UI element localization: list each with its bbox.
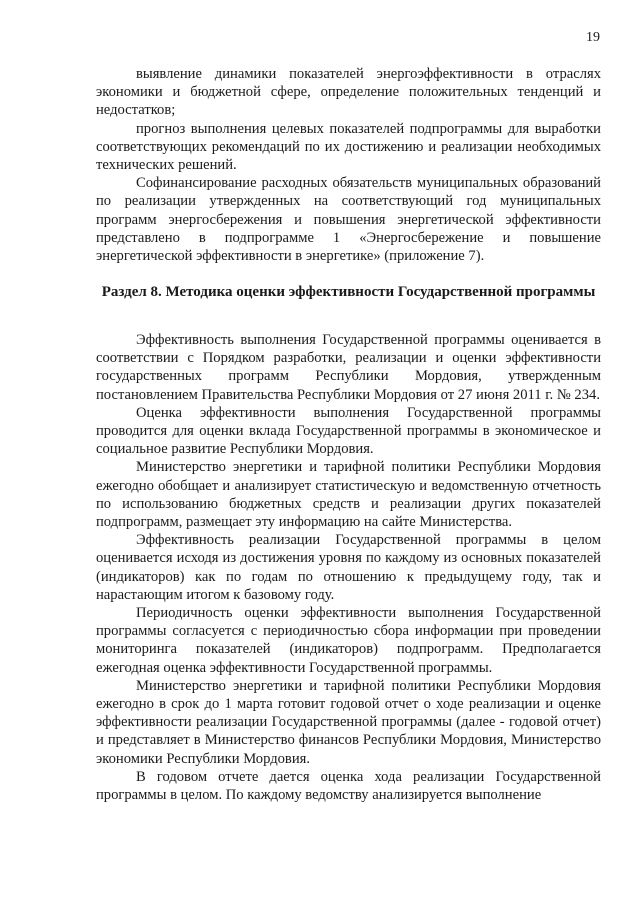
intro-text-block (96, 65, 601, 265)
paragraph: выявление динамики показателей энергоэффективности в отраслях экономики и бюджетной сфере, определение положительных тенденций и недостатков; (96, 66, 601, 119)
paragraph: В годовом отчете дается оценка хода реализации Государственной программы в целом. По каждому ведомству анализируется выполнение (96, 768, 601, 804)
paragraph: Софинансирование расходных обязательств муниципальных образований по реализации утвержденных на соответствующий год муниципальных программ энергосбережения и повышения энергетической эффективности представлено в подпрограмме 1 «Энергосбережение и повышение энергетической эффективности в энергетике» (приложение 7). (96, 175, 601, 265)
paragraph: Министерство энергетики и тарифной политики Республики Мордовия ежегодно обобщает и анализирует статистическую и ведомственную отчетность по использованию бюджетных средств и реализации других показателей подпрограмм, размещает эту информацию на сайте Министерства. (96, 459, 601, 531)
section-body (96, 331, 601, 804)
paragraph: прогноз выполнения целевых показателей подпрограммы для выработки соответствующих рекомендаций по их достижению и реализации необходимых технических решений. (96, 120, 601, 174)
paragraph: Оценка эффективности выполнения Государственной программы проводится для оценки вклада Государственной программы в экономическое и социальное развитие Республики Мордовия. (96, 404, 601, 458)
paragraph: Периодичность оценки эффективности выполнения Государственной программы согласуется с периодичностью сбора информации при проведении мониторинга показателей (индикаторов) подпрограмм. Предполагается ежегодная оценка эффективности Государственной программы. (96, 605, 601, 676)
paragraph: Эффективность выполнения Государственной программы оценивается в соответствии с Порядком разработки, реализации и оценки эффективности государственных программ Республики Мордовия, утвержденным постановлением Правительства Республики Мордовия от 27 июня 2011 г. № 234. (96, 332, 601, 403)
paragraph: Министерство энергетики и тарифной политики Республики Мордовия ежегодно в срок до 1 марта готовит годовой отчет о ходе реализации и оценке эффективности реализации Государственной программы (далее - годовой отчет) и представляет в Министерство финансов Республики Мордовия, Министерство экономики Республики Мордовия. (96, 677, 601, 767)
paragraph: Эффективность реализации Государственной программы в целом оценивается исходя из достижения уровня по каждому из основных показателей (индикаторов) как по годам по отношению к предыдущему году, так и нарастающим итогом к базовому году. (96, 532, 601, 603)
page-number: 19 (586, 30, 600, 45)
section-heading: Раздел 8. Методика оценки эффективности Государственной программы (101, 284, 596, 300)
